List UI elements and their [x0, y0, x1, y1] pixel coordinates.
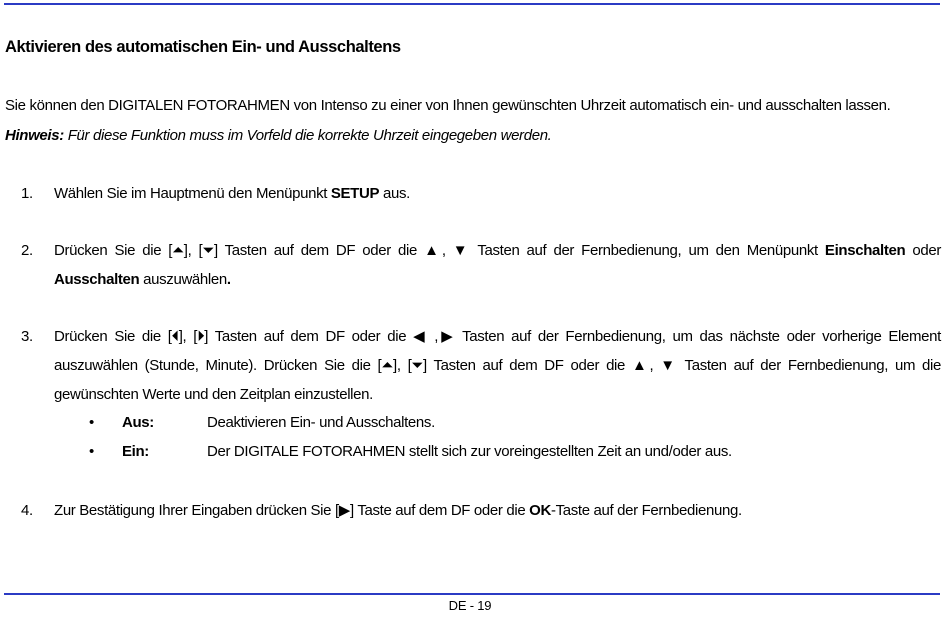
step-number: 3.: [21, 328, 33, 345]
page-number: DE - 19: [448, 598, 492, 613]
step-text: -Taste auf der Fernbedienung.: [550, 502, 742, 519]
step-text: Drücken Sie die [: [54, 328, 172, 345]
step-text: Zur Bestätigung Ihrer Eingaben drücken Sie [: [54, 502, 339, 519]
step-text: oder: [905, 242, 941, 259]
step-text: ] Tasten auf dem DF oder die ▲, ▼ Tasten auf der Fernbedienung, um die: [423, 357, 941, 374]
bullet-icon: •: [89, 414, 94, 431]
down-key-icon: ⏷: [202, 242, 214, 259]
up-key-icon: ⏶: [172, 242, 184, 259]
step-text: ] Taste auf dem DF oder die: [349, 502, 530, 519]
step-text: auszuwählen (Stunde, Minute). Drücken Sie die [: [54, 357, 382, 374]
step-4: [21, 496, 941, 525]
step-text: ] Tasten auf dem DF oder die ◀ ,▶ Tasten auf der Fernbedienung, um das nächste oder vorherige Element: [204, 328, 941, 345]
step-text: ], [: [178, 328, 198, 345]
option-label: Aus:: [122, 414, 154, 431]
left-key-icon: ⏴: [171, 328, 179, 345]
up-key-icon: ⏶: [381, 357, 394, 374]
menu-item-einschalten: Einschalten: [824, 242, 906, 259]
step-1: [21, 179, 941, 208]
bullet-icon: •: [89, 443, 94, 460]
menu-item-setup: SETUP: [330, 185, 380, 202]
step-text-end: .: [226, 271, 231, 288]
option-text: Deaktivieren Ein- und Ausschaltens.: [207, 414, 435, 431]
option-text: Der DIGITALE FOTORAHMEN stellt sich zur voreingestellten Zeit an und/oder aus.: [207, 443, 732, 460]
ok-key-label: OK: [529, 502, 551, 519]
step-text: auszuwählen: [139, 271, 227, 288]
step-text: ] Tasten auf dem DF oder die ▲, ▼ Tasten auf der Fernbedienung, um den Menüpunkt: [213, 242, 825, 259]
step-2: [21, 236, 941, 294]
menu-item-ausschalten: Ausschalten: [54, 271, 140, 288]
step-text: gewünschten Werte und den Zeitplan einzustellen.: [54, 386, 373, 403]
hint-text: Für diese Funktion muss im Vorfeld die korrekte Uhrzeit eingegeben werden.: [63, 127, 552, 144]
hint-paragraph: [5, 127, 552, 144]
intro-paragraph: Sie können den DIGITALEN FOTORAHMEN von Intenso zu einer von Ihnen gewünschten Uhrzeit automatisch ein- und ausschalten lassen.: [5, 97, 891, 114]
step-text: Wählen Sie im Hauptmenü den Menüpunkt: [54, 185, 331, 202]
step-text: Drücken Sie die [: [54, 242, 173, 259]
step-number: 2.: [21, 242, 33, 259]
right-key-icon: ⏵: [197, 328, 205, 345]
step-text: ], [: [393, 357, 412, 374]
right-key-icon: ▶: [338, 502, 350, 519]
section-heading: Aktivieren des automatischen Ein- und Ausschaltens: [5, 38, 401, 56]
step-text: ], [: [183, 242, 203, 259]
step-text: aus.: [379, 185, 410, 202]
down-key-icon: ⏷: [411, 357, 424, 374]
step-3: [21, 322, 941, 409]
step-number: 4.: [21, 502, 33, 519]
header-rule: [4, 3, 940, 5]
option-label: Ein:: [122, 443, 149, 460]
hint-label: Hinweis:: [5, 127, 64, 144]
step-number: 1.: [21, 185, 33, 202]
footer-rule: [4, 593, 940, 595]
